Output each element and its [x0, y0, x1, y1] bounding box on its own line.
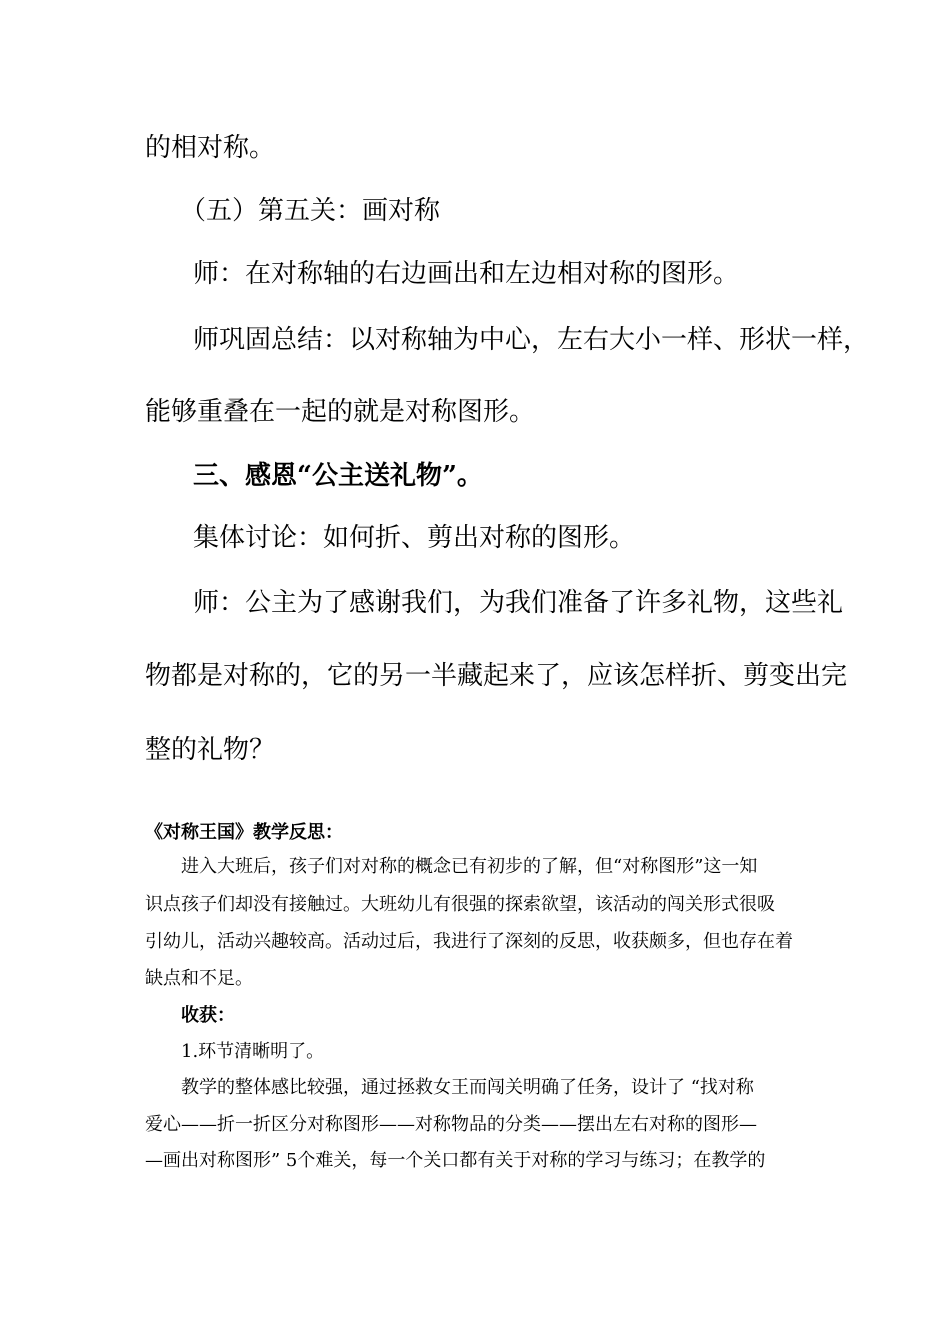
paragraph-line: 能够重叠在一起的就是对称图形。 [145, 397, 536, 427]
paragraph-line: 引幼儿，活动兴趣较高。活动过后，我进行了深刻的反思，收获颇多，但也存在着 [145, 931, 793, 952]
paragraph-line: 师：公主为了感谢我们，为我们准备了许多礼物，这些礼 [193, 588, 844, 618]
paragraph-line: 识点孩子们却没有接触过。大班幼儿有很强的探索欲望，该活动的闯关形式很吸 [145, 894, 775, 915]
paragraph-line: 师：在对称轴的右边画出和左边相对称的图形。 [193, 259, 740, 289]
paragraph-line: 的相对称。 [145, 133, 276, 163]
paragraph-line: —画出对称图形” 5个难关，每一个关口都有关于对称的学习与练习；在教学的 [145, 1150, 766, 1171]
section-heading: 三、感恩“公主送礼物”。 [193, 461, 483, 491]
paragraph-line: 整的礼物？ [145, 735, 276, 765]
gain-heading: 收获： [181, 1005, 235, 1026]
reflection-title: 《对称王国》教学反思： [145, 822, 343, 843]
paragraph-line: 教学的整体感比较强，通过拯救女王而闯关明确了任务，设计了 “找对称 [181, 1077, 754, 1098]
paragraph-line: 缺点和不足。 [145, 968, 253, 989]
paragraph-line: 进入大班后，孩子们对对称的概念已有初步的了解，但“对称图形”这一知 [181, 856, 758, 877]
paragraph-line: 物都是对称的，它的另一半藏起来了，应该怎样折、剪变出完 [145, 661, 848, 691]
paragraph-line: 师巩固总结：以对称轴为中心，左右大小一样、形状一样， [193, 325, 870, 355]
paragraph-line: 爱心——折一折区分对称图形——对称物品的分类——摆出左右对称的图形— [145, 1114, 757, 1135]
section-heading: （五）第五关：画对称 [180, 196, 441, 226]
paragraph-line: 集体讨论：如何折、剪出对称的图形。 [193, 523, 636, 553]
list-item: 1.环节清晰明了。 [181, 1041, 325, 1062]
